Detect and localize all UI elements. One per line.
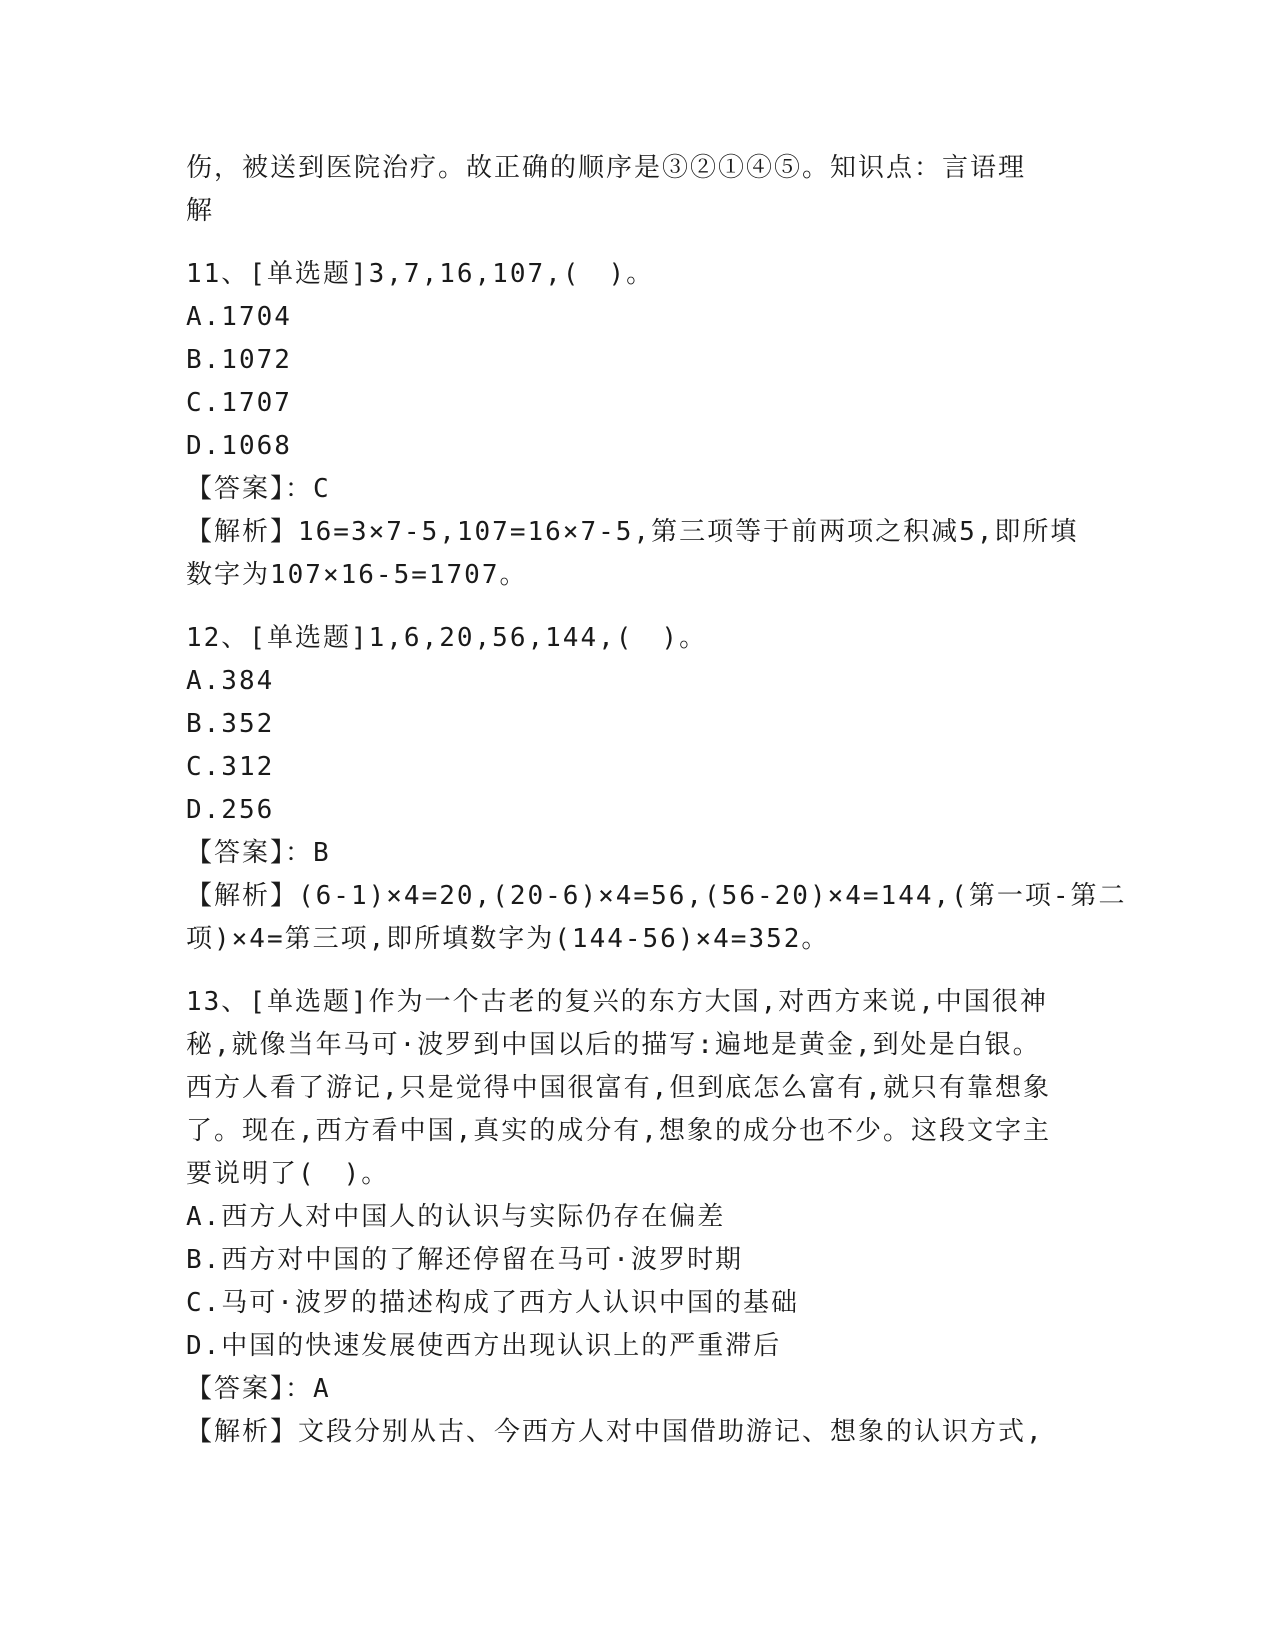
question-stem: 西方人看了游记,只是觉得中国很富有,但到底怎么富有,就只有靠想象	[186, 1073, 1051, 1103]
option-c: C.马可·波罗的描述构成了西方人认识中国的基础	[186, 1288, 799, 1318]
analysis-line: 【解析】文段分别从古、今西方人对中国借助游记、想象的认识方式,	[186, 1417, 1044, 1447]
option-d: D.1068	[186, 431, 292, 461]
analysis-line: 数字为107×16-5=1707。	[186, 560, 528, 590]
question-stem: 秘,就像当年马可·波罗到中国以后的描写:遍地是黄金,到处是白银。	[186, 1030, 1041, 1060]
intro-line: 解	[186, 196, 215, 226]
document-page	[186, 147, 1127, 1454]
intro-line: 伤，被送到医院治疗。故正确的顺序是③②①④⑤。知识点：言语理	[186, 153, 1027, 183]
answer-line: 【答案】：C	[186, 474, 331, 504]
question-stem: 了。现在,西方看中国,真实的成分有,想象的成分也不少。这段文字主	[186, 1116, 1051, 1146]
option-b: B.352	[186, 709, 275, 739]
question-13	[186, 981, 1086, 1454]
question-stem: 11、[单选题]3,7,16,107,( )。	[186, 259, 655, 289]
option-b: B.1072	[186, 345, 292, 375]
option-a: A.1704	[186, 302, 292, 332]
option-b: B.西方对中国的了解还停留在马可·波罗时期	[186, 1245, 743, 1275]
question-stem: 要说明了( )。	[186, 1159, 390, 1189]
intro-block	[186, 147, 1086, 233]
question-12	[186, 617, 1127, 961]
question-11	[186, 253, 1086, 597]
analysis-line: 项)×4=第三项,即所填数字为(144-56)×4=352。	[186, 924, 830, 954]
analysis-line: 【解析】(6-1)×4=20,(20-6)×4=56,(56-20)×4=144,(第一项-第二	[186, 881, 1127, 911]
option-a: A.西方人对中国人的认识与实际仍存在偏差	[186, 1202, 726, 1232]
option-c: C.1707	[186, 388, 292, 418]
option-d: D.中国的快速发展使西方出现认识上的严重滞后	[186, 1331, 782, 1361]
answer-line: 【答案】：A	[186, 1374, 331, 1404]
answer-line: 【答案】：B	[186, 838, 331, 868]
option-d: D.256	[186, 795, 275, 825]
analysis-line: 【解析】16=3×7-5,107=16×7-5,第三项等于前两项之积减5,即所填	[186, 517, 1079, 547]
question-stem: 12、[单选题]1,6,20,56,144,( )。	[186, 623, 708, 653]
question-stem: 13、[单选题]作为一个古老的复兴的东方大国,对西方来说,中国很神	[186, 987, 1048, 1017]
option-c: C.312	[186, 752, 275, 782]
option-a: A.384	[186, 666, 275, 696]
